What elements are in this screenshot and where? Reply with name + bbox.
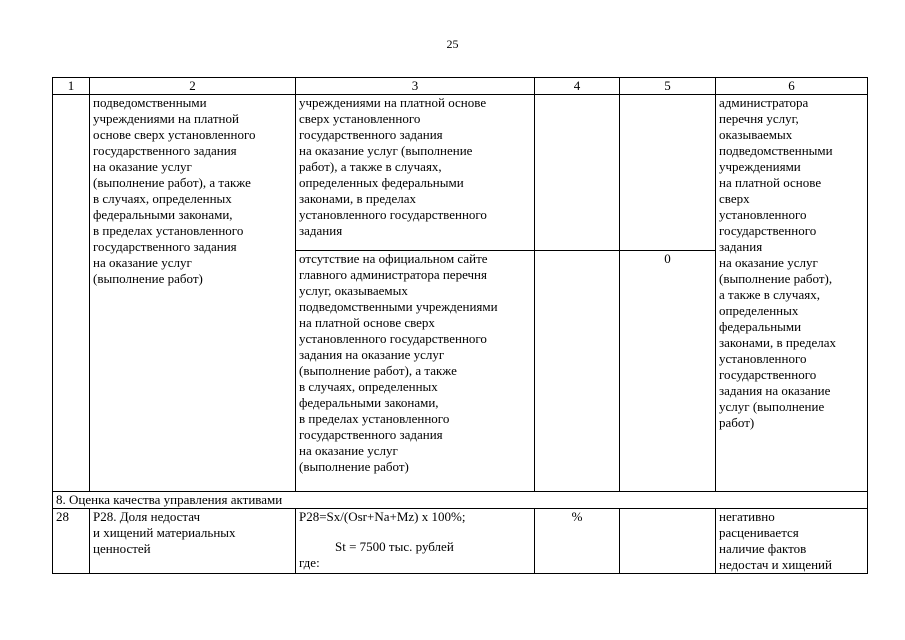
indicators-table: [52, 77, 868, 574]
comment-cell: администратора перечня услуг, оказываемых подведомственными учреждениями на платной основе сверх установленного государственного задания на оказание услуг (выполнение работ), а также в случаях, определенных федеральными законами, в пределах установленного государственного задания на оказание услуг (выполнение работ): [716, 95, 868, 492]
comment-cell: негативно расценивается наличие фактов недостач и хищений: [716, 509, 868, 574]
score-cell: 0: [620, 251, 716, 492]
column-header-1: 1: [53, 78, 90, 95]
row-number-cell: [53, 95, 90, 492]
threshold-text: St = 7500 тыс. рублей: [335, 539, 454, 554]
formula-cell: учреждениями на платной основе сверх установленного государственного задания на оказание услуг (выполнение работ), а также в случаях, определенных федеральными законами, в пределах установленного государственного задания: [296, 95, 535, 251]
unit-cell: [535, 251, 620, 492]
score-cell: [620, 509, 716, 574]
where-text: где:: [299, 555, 320, 570]
row-number-cell: 28: [53, 509, 90, 574]
formula-cell: отсутствие на официальном сайте главного администратора перечня услуг, оказываемых подведомственными учреждениями на платной основе сверх установленного государственного задания на оказание услуг (выполнение работ), а также в случаях, определенных федеральными законами, в пределах установленного государственного задания на оказание услуг (выполнение работ): [296, 251, 535, 492]
column-header-5: 5: [620, 78, 716, 95]
indicator-name-cell: подведомственными учреждениями на платной основе сверх установленного государственного задания на оказание услуг (выполнение работ), а также в случаях, определенных федеральными законами, в пределах установленного государственного задания на оказание услуг (выполнение работ): [90, 95, 296, 492]
column-header-4: 4: [535, 78, 620, 95]
indicator-name-cell: Р28. Доля недостач и хищений материальных ценностей: [90, 509, 296, 574]
column-header-3: 3: [296, 78, 535, 95]
table-row: [53, 95, 868, 251]
table-header-row: [53, 78, 868, 95]
table-row: [53, 509, 868, 574]
formula-text: P28=Sx/(Osr+Na+Mz) x 100%;: [299, 509, 466, 524]
page-number: 25: [446, 37, 459, 51]
score-cell: [620, 95, 716, 251]
column-header-2: 2: [90, 78, 296, 95]
column-header-6: 6: [716, 78, 868, 95]
section-title: 8. Оценка качества управления активами: [53, 492, 868, 509]
unit-cell: %: [535, 509, 620, 574]
unit-cell: [535, 95, 620, 251]
formula-cell: [296, 509, 535, 574]
section-row: [53, 492, 868, 509]
